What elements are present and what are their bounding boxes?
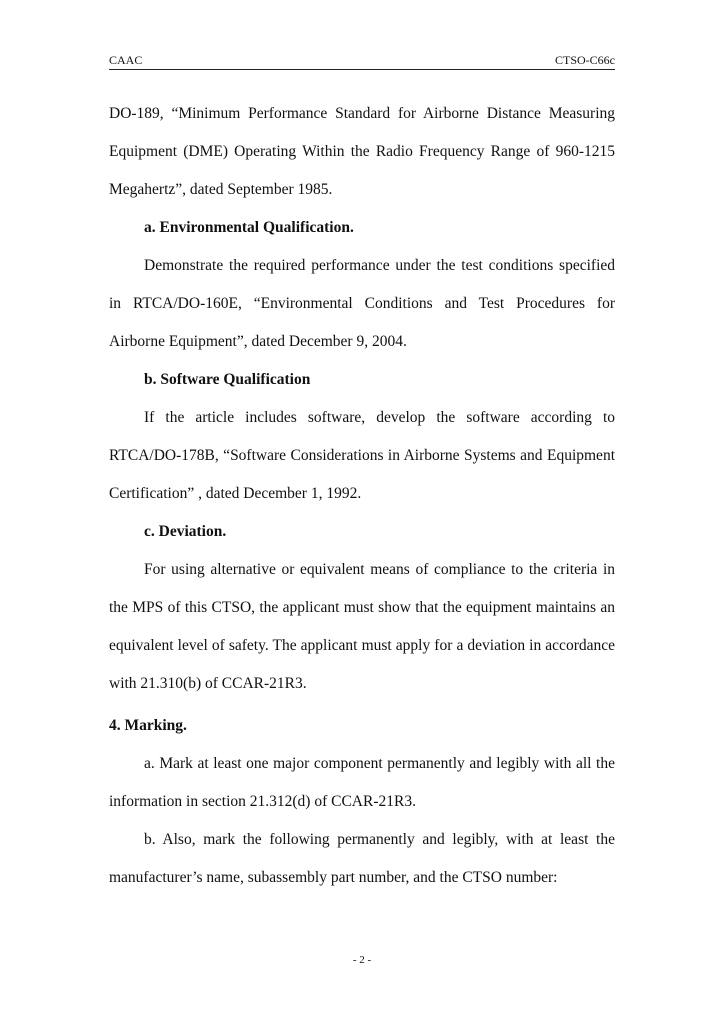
deviation-paragraph: For using alternative or equivalent means of compliance to the criteria in the MPS of this CTSO, the applicant must show that the equipment maintains an equivalent level of safety. The applicant must apply for a deviation in accordance with 21.310(b) of CCAR-21R3. (109, 561, 615, 692)
marking-paragraph-b: b. Also, mark the following permanently and legibly, with at least the manufacturer’s name, subassembly part number, and the CTSO number: (109, 831, 615, 886)
software-qualification-paragraph: If the article includes software, develop the software according to RTCA/DO-178B, “Software Considerations in Airborne Systems and Equipment Certification” , dated December 1, 1992. (109, 409, 615, 502)
environmental-qualification-heading: a. Environmental Qualification. (144, 219, 354, 236)
intro-paragraph: DO-189, “Minimum Performance Standard for Airborne Distance Measuring Equipment (DME) Operating Within the Radio Frequency Range of 960-1215 Megahertz”, dated September 1985. (109, 105, 615, 198)
software-qualification-heading: b. Software Qualification (144, 371, 311, 388)
document-body (109, 95, 615, 897)
header-document-id: CTSO-C66c (555, 53, 615, 67)
page-number: - 2 - (352, 954, 372, 966)
marking-paragraph-a: a. Mark at least one major component permanently and legibly with all the information in section 21.312(d) of CCAR-21R3. (109, 755, 615, 810)
marking-heading: 4. Marking. (109, 717, 187, 734)
deviation-heading: c. Deviation. (144, 523, 227, 540)
page-header (109, 53, 615, 70)
environmental-qualification-paragraph: Demonstrate the required performance under the test conditions specified in RTCA/DO-160E, “Environmental Conditions and Test Procedures for Airborne Equipment”, dated December 9, 2004. (109, 257, 615, 350)
header-organization: CAAC (109, 53, 143, 67)
